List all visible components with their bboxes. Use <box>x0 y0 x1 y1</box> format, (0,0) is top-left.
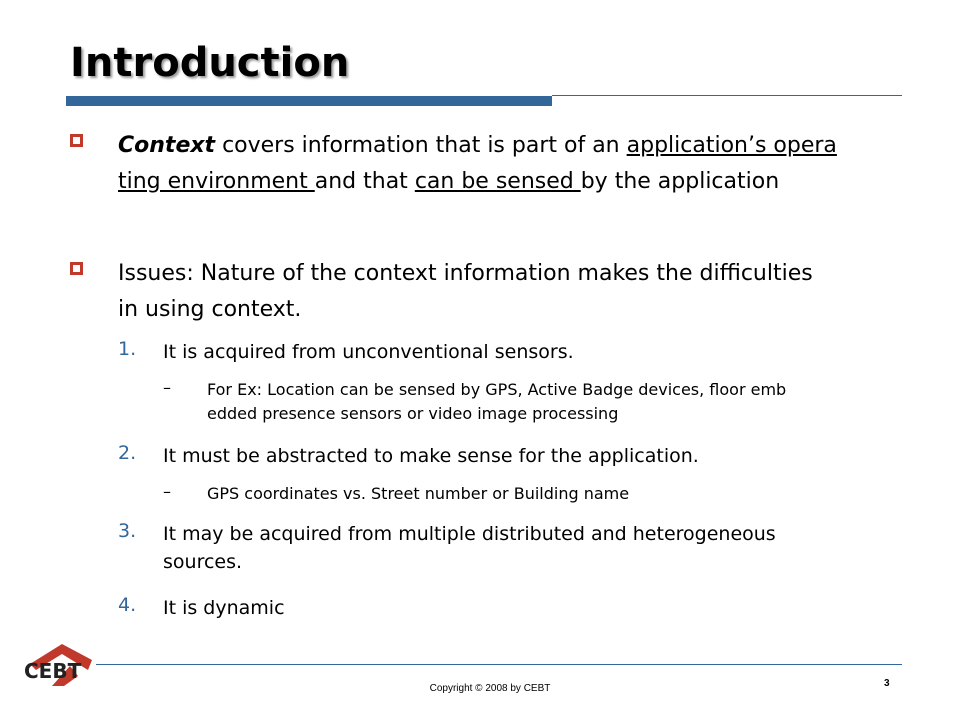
sub-list-item <box>163 378 897 426</box>
page-number: 3 <box>884 678 890 689</box>
square-bullet-icon <box>70 262 83 275</box>
list-item <box>118 520 863 576</box>
list-item-number: 4. <box>118 594 137 616</box>
slide-title: Introduction <box>70 40 350 86</box>
bullet-issues-line2: in using context. <box>118 297 302 322</box>
square-bullet-icon <box>70 134 83 147</box>
bullet-context-underline1: application’s opera <box>626 133 837 158</box>
dash-bullet: – <box>163 482 171 501</box>
bullet-context <box>70 128 900 200</box>
bullet-context-part3: by the application <box>580 169 780 194</box>
cebt-logo <box>22 642 94 686</box>
list-item-text <box>163 520 863 576</box>
copyright-text: Copyright © 2008 by CEBT <box>429 683 551 694</box>
list-item-number: 2. <box>118 442 137 464</box>
list-item-text: It is dynamic <box>163 597 285 619</box>
bullet-context-text <box>118 128 900 200</box>
list-item-text: It is acquired from unconventional sensors. <box>163 341 574 363</box>
logo-text: CEBT <box>24 659 82 683</box>
term-context: Context <box>118 133 216 158</box>
sub-list-item-line2: edded presence sensors or video image processing <box>207 404 619 423</box>
sub-list-item <box>163 482 897 506</box>
bullet-issues <box>70 256 900 328</box>
bullet-context-underline3: can be sensed <box>414 169 581 194</box>
list-item <box>118 442 863 470</box>
bullet-context-part1: covers information that is part of an <box>215 133 627 158</box>
list-item-text: It must be abstracted to make sense for the application. <box>163 445 699 467</box>
bullet-context-part2: and that <box>314 169 415 194</box>
sub-list-item-text: GPS coordinates vs. Street number or Building name <box>207 484 630 503</box>
list-item-number: 1. <box>118 338 137 360</box>
sub-list-item-line1: For Ex: Location can be sensed by GPS, Active Badge devices, floor emb <box>207 380 787 399</box>
list-item-line1: It may be acquired from multiple distributed and heterogeneous <box>163 523 776 545</box>
sub-list-item-text <box>207 378 897 426</box>
footer-rule <box>96 664 902 665</box>
list-item <box>118 338 863 366</box>
list-item-number: 3. <box>118 520 137 542</box>
bullet-context-underline2: ting environment <box>118 169 315 194</box>
title-underline-bar <box>66 96 552 106</box>
dash-bullet: – <box>163 378 171 397</box>
list-item <box>118 594 863 622</box>
title-underline-line <box>552 95 902 96</box>
bullet-issues-line1: Issues: Nature of the context information makes the difficulties <box>118 261 813 286</box>
list-item-line2: sources. <box>163 551 243 573</box>
bullet-issues-text <box>118 256 900 328</box>
